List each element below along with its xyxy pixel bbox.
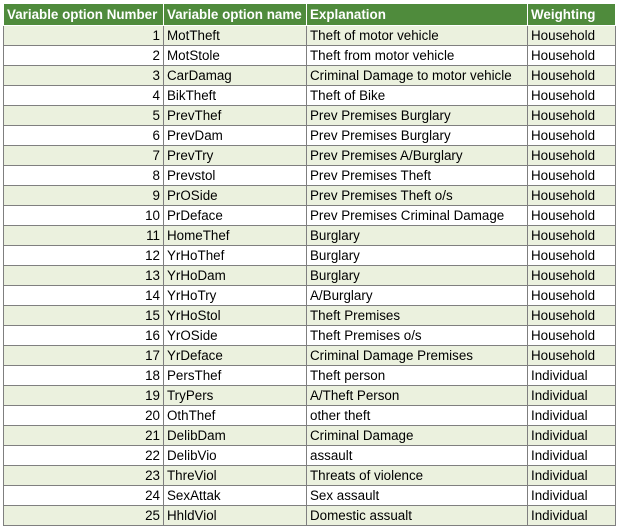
option-number-cell: 11 xyxy=(4,226,164,246)
table-row xyxy=(4,486,616,506)
weighting-cell: Household xyxy=(528,66,616,86)
explanation-cell: A/Burglary xyxy=(307,286,528,306)
weighting-cell: Individual xyxy=(528,386,616,406)
option-name-cell: OthThef xyxy=(164,406,307,426)
table-row xyxy=(4,446,616,466)
option-name-cell: HhldViol xyxy=(164,506,307,526)
option-number-cell: 16 xyxy=(4,326,164,346)
option-name-cell: ThreViol xyxy=(164,466,307,486)
option-number-cell: 21 xyxy=(4,426,164,446)
option-name-cell: CarDamag xyxy=(164,66,307,86)
header-weighting: Weighting xyxy=(528,4,616,26)
explanation-cell: Burglary xyxy=(307,226,528,246)
option-name-cell: YrHoThef xyxy=(164,246,307,266)
weighting-cell: Household xyxy=(528,266,616,286)
table-body xyxy=(4,26,616,526)
table-row xyxy=(4,206,616,226)
header-variable-option-name: Variable option name xyxy=(164,4,307,26)
table-row xyxy=(4,46,616,66)
option-number-cell: 23 xyxy=(4,466,164,486)
explanation-cell: Prev Premises Burglary xyxy=(307,126,528,146)
option-name-cell: YrOSide xyxy=(164,326,307,346)
option-name-cell: PersThef xyxy=(164,366,307,386)
weighting-cell: Individual xyxy=(528,446,616,466)
option-number-cell: 19 xyxy=(4,386,164,406)
explanation-cell: assault xyxy=(307,446,528,466)
table-header xyxy=(4,4,616,26)
table-row xyxy=(4,426,616,446)
explanation-cell: Prev Premises Criminal Damage xyxy=(307,206,528,226)
option-name-cell: PrevDam xyxy=(164,126,307,146)
table-row xyxy=(4,386,616,406)
option-number-cell: 5 xyxy=(4,106,164,126)
table-row xyxy=(4,326,616,346)
weighting-cell: Household xyxy=(528,106,616,126)
option-name-cell: DelibDam xyxy=(164,426,307,446)
explanation-cell: Domestic assualt xyxy=(307,506,528,526)
table-row xyxy=(4,166,616,186)
weighting-cell: Household xyxy=(528,146,616,166)
explanation-cell: Theft Premises o/s xyxy=(307,326,528,346)
weighting-cell: Household xyxy=(528,86,616,106)
option-number-cell: 25 xyxy=(4,506,164,526)
option-name-cell: TryPers xyxy=(164,386,307,406)
option-name-cell: PrDeface xyxy=(164,206,307,226)
weighting-cell: Household xyxy=(528,166,616,186)
table-row xyxy=(4,246,616,266)
table-row xyxy=(4,26,616,46)
option-number-cell: 13 xyxy=(4,266,164,286)
weighting-cell: Individual xyxy=(528,426,616,446)
weighting-cell: Household xyxy=(528,346,616,366)
table-row xyxy=(4,346,616,366)
explanation-cell: Theft from motor vehicle xyxy=(307,46,528,66)
header-variable-option-number: Variable option Number xyxy=(4,4,164,26)
table-row xyxy=(4,286,616,306)
weighting-cell: Household xyxy=(528,286,616,306)
explanation-cell: Sex assault xyxy=(307,486,528,506)
table-row xyxy=(4,106,616,126)
option-number-cell: 7 xyxy=(4,146,164,166)
header-row xyxy=(4,4,616,26)
variable-options-table-container xyxy=(3,3,616,526)
weighting-cell: Individual xyxy=(528,406,616,426)
option-name-cell: PrOSide xyxy=(164,186,307,206)
table-row xyxy=(4,226,616,246)
table-row xyxy=(4,186,616,206)
weighting-cell: Household xyxy=(528,326,616,346)
weighting-cell: Individual xyxy=(528,366,616,386)
option-name-cell: YrHoTry xyxy=(164,286,307,306)
explanation-cell: other theft xyxy=(307,406,528,426)
weighting-cell: Individual xyxy=(528,486,616,506)
weighting-cell: Individual xyxy=(528,506,616,526)
option-number-cell: 6 xyxy=(4,126,164,146)
option-name-cell: DelibVio xyxy=(164,446,307,466)
explanation-cell: Prev Premises A/Burglary xyxy=(307,146,528,166)
weighting-cell: Household xyxy=(528,186,616,206)
weighting-cell: Household xyxy=(528,226,616,246)
option-number-cell: 24 xyxy=(4,486,164,506)
explanation-cell: Prev Premises Theft xyxy=(307,166,528,186)
option-name-cell: YrHoStol xyxy=(164,306,307,326)
option-name-cell: PrevThef xyxy=(164,106,307,126)
option-number-cell: 22 xyxy=(4,446,164,466)
option-name-cell: SexAttak xyxy=(164,486,307,506)
weighting-cell: Household xyxy=(528,26,616,46)
option-number-cell: 2 xyxy=(4,46,164,66)
option-name-cell: PrevTry xyxy=(164,146,307,166)
option-number-cell: 3 xyxy=(4,66,164,86)
option-number-cell: 9 xyxy=(4,186,164,206)
option-name-cell: YrHoDam xyxy=(164,266,307,286)
table-row xyxy=(4,266,616,286)
option-name-cell: BikTheft xyxy=(164,86,307,106)
option-number-cell: 17 xyxy=(4,346,164,366)
option-name-cell: YrDeface xyxy=(164,346,307,366)
explanation-cell: Theft person xyxy=(307,366,528,386)
weighting-cell: Household xyxy=(528,206,616,226)
explanation-cell: Prev Premises Burglary xyxy=(307,106,528,126)
table-row xyxy=(4,366,616,386)
variable-options-table xyxy=(3,3,616,526)
option-name-cell: MotStole xyxy=(164,46,307,66)
table-row xyxy=(4,126,616,146)
weighting-cell: Household xyxy=(528,46,616,66)
table-row xyxy=(4,86,616,106)
option-name-cell: Prevstol xyxy=(164,166,307,186)
explanation-cell: Criminal Damage Premises xyxy=(307,346,528,366)
option-name-cell: MotTheft xyxy=(164,26,307,46)
weighting-cell: Household xyxy=(528,246,616,266)
table-row xyxy=(4,506,616,526)
table-row xyxy=(4,66,616,86)
explanation-cell: Threats of violence xyxy=(307,466,528,486)
table-row xyxy=(4,306,616,326)
option-number-cell: 4 xyxy=(4,86,164,106)
table-row xyxy=(4,146,616,166)
option-number-cell: 15 xyxy=(4,306,164,326)
option-number-cell: 10 xyxy=(4,206,164,226)
header-explanation: Explanation xyxy=(307,4,528,26)
option-number-cell: 18 xyxy=(4,366,164,386)
option-number-cell: 1 xyxy=(4,26,164,46)
explanation-cell: Criminal Damage xyxy=(307,426,528,446)
weighting-cell: Household xyxy=(528,126,616,146)
table-row xyxy=(4,466,616,486)
explanation-cell: Burglary xyxy=(307,266,528,286)
explanation-cell: Theft of motor vehicle xyxy=(307,26,528,46)
explanation-cell: Burglary xyxy=(307,246,528,266)
option-number-cell: 20 xyxy=(4,406,164,426)
explanation-cell: Theft Premises xyxy=(307,306,528,326)
weighting-cell: Individual xyxy=(528,466,616,486)
option-number-cell: 8 xyxy=(4,166,164,186)
explanation-cell: Prev Premises Theft o/s xyxy=(307,186,528,206)
weighting-cell: Household xyxy=(528,306,616,326)
option-name-cell: HomeThef xyxy=(164,226,307,246)
option-number-cell: 14 xyxy=(4,286,164,306)
explanation-cell: Theft of Bike xyxy=(307,86,528,106)
explanation-cell: Criminal Damage to motor vehicle xyxy=(307,66,528,86)
option-number-cell: 12 xyxy=(4,246,164,266)
table-row xyxy=(4,406,616,426)
explanation-cell: A/Theft Person xyxy=(307,386,528,406)
